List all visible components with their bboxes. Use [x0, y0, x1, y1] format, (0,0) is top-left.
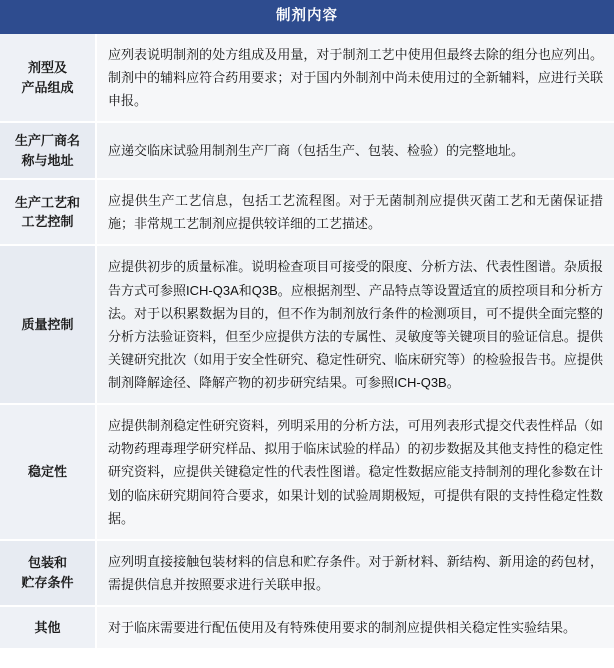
row-label-stability — [0, 404, 96, 540]
row-label-process-control — [0, 179, 96, 245]
row-label-manufacturer — [0, 122, 96, 179]
row-label-line-2: 工艺控制 — [21, 214, 74, 230]
row-label-packaging-storage — [0, 540, 96, 606]
row-label-line-2: 产品组成 — [21, 79, 74, 95]
row-label-line-1: 生产工艺和 — [14, 194, 80, 210]
row-content-dosage-form: 应列表说明制剂的处方组成及用量，对于制剂工艺中使用但最终去除的组分也应列出。制剂中的辅料应符合药用要求；对于国内外制剂中尚未使用过的全新辅料，应进行关联申报。 — [96, 34, 614, 122]
table-row — [0, 404, 614, 540]
table-row — [0, 540, 614, 606]
row-content-packaging-storage: 应列明直接接触包装材料的信息和贮存条件。对于新材料、新结构、新用途的药包材，需提供信息并按照要求进行关联申报。 — [96, 540, 614, 606]
table-header-row — [0, 0, 614, 34]
row-label-line-1: 质量控制 — [21, 317, 74, 333]
row-content-stability: 应提供制剂稳定性研究资料，列明采用的分析方法，可用列表形式提交代表性样品（如动物药理毒理学研究样品、拟用于临床试验的样品）的初步数据及其他支持性的稳定性研究资料，应提供关键稳定性的代表性图谱。稳定性数据应能支持制剂的理化参数在计划的临床研究期间符合要求，如果计划的试验周期极短，可提供有限的支持性稳定性数据。 — [96, 404, 614, 540]
row-label-quality-control — [0, 245, 96, 404]
row-label-line-1: 包装和 — [27, 555, 67, 571]
table-title: 制剂内容 — [0, 0, 614, 34]
row-label-other — [0, 606, 96, 648]
row-label-line-1: 生产厂商名 — [14, 133, 80, 149]
table-row — [0, 179, 614, 245]
row-content-quality-control: 应提供初步的质量标准。说明检查项目可接受的限度、分析方法、代表性图谱。杂质报告方式可参照ICH-Q3A和Q3B。应根据剂型、产品特点等设置适宜的质控项目和分析方法。对于以积累数据为目的，但不作为制剂放行条件的检测项目，可不提供全面完整的分析方法验证资料，但至少应提供方法的专属性、灵敏度等关键项目的验证信息。提供关键研究批次（如用于安全性研究、稳定性研究、临床研究等）的检验报告书。应提供制剂降解途径、降解产物的初步研究结果。可参照ICH-Q3B。 — [96, 245, 614, 404]
row-content-manufacturer: 应递交临床试验用制剂生产厂商（包括生产、包装、检验）的完整地址。 — [96, 122, 614, 179]
row-label-line-2: 贮存条件 — [21, 574, 74, 590]
row-label-line-1: 稳定性 — [27, 464, 67, 480]
row-label-line-1: 其他 — [34, 619, 61, 635]
row-content-other: 对于临床需要进行配伍使用及有特殊使用要求的制剂应提供相关稳定性实验结果。 — [96, 606, 614, 648]
table-row — [0, 122, 614, 179]
row-label-dosage-form — [0, 34, 96, 122]
table-row — [0, 606, 614, 648]
row-content-process-control: 应提供生产工艺信息，包括工艺流程图。对于无菌制剂应提供灭菌工艺和无菌保证措施；非常规工艺制剂应提供较详细的工艺描述。 — [96, 179, 614, 245]
table-row — [0, 34, 614, 122]
table-row — [0, 245, 614, 404]
row-label-line-2: 称与地址 — [21, 152, 74, 168]
row-label-line-1: 剂型及 — [27, 60, 67, 76]
